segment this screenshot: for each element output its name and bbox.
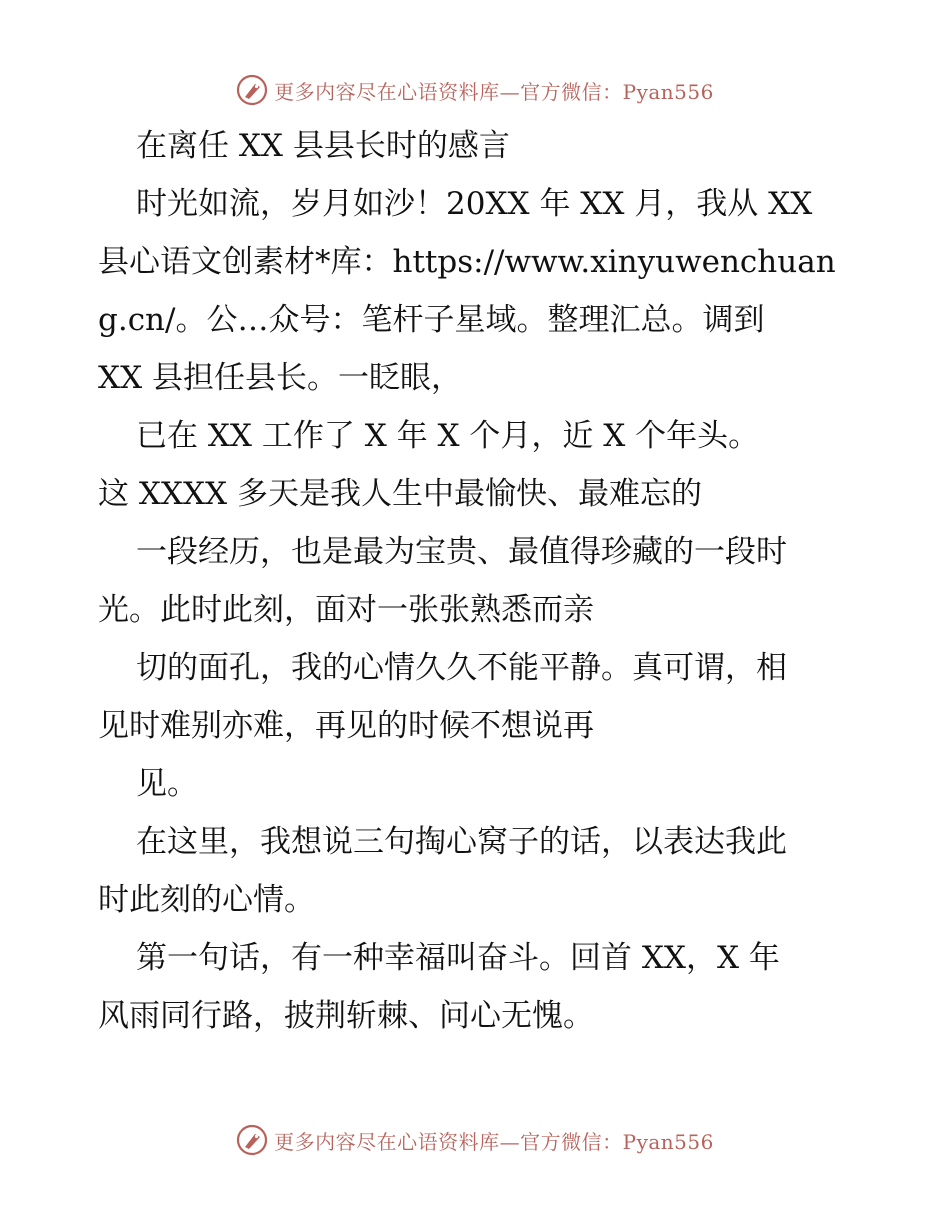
header-banner xyxy=(0,72,950,108)
banner-text: 更多内容尽在心语资料库—官方微信：Pyan556 xyxy=(274,1129,714,1154)
paragraph-line: g.cn/。公…众号：笔杆子星域。整理汇总。调到 xyxy=(98,302,765,338)
paragraph-line: 第一句话，有一种幸福叫奋斗。回首 XX，X 年 xyxy=(136,940,780,976)
paragraph-line: 时光如流，岁月如沙！20XX 年 XX 月，我从 XX xyxy=(136,186,813,222)
document-title: 在离任 XX 县县长时的感言 xyxy=(136,128,510,164)
paragraph-line: 时此刻的心情。 xyxy=(98,882,315,918)
paragraph-line: 见。 xyxy=(136,766,198,802)
paragraph-line: 县心语文创素材*库：https://www.xinyuwenchuan xyxy=(98,244,836,280)
pen-nib-logo-icon xyxy=(236,74,268,106)
paragraph-line: 这 XXXX 多天是我人生中最愉快、最难忘的 xyxy=(98,476,702,512)
footer-banner xyxy=(0,1122,950,1158)
paragraph-line: 风雨同行路，披荆斩棘、问心无愧。 xyxy=(98,998,594,1034)
pen-nib-logo-icon xyxy=(236,1124,268,1156)
paragraph-line: 一段经历，也是最为宝贵、最值得珍藏的一段时 xyxy=(136,534,787,570)
paragraph-line: XX 县担任县长。一眨眼， xyxy=(98,360,462,396)
document-body xyxy=(98,117,858,1045)
paragraph-line: 已在 XX 工作了 X 年 X 个月，近 X 个年头。 xyxy=(136,418,760,454)
banner-text: 更多内容尽在心语资料库—官方微信：Pyan556 xyxy=(274,79,714,104)
paragraph-line: 光。此时此刻，面对一张张熟悉而亲 xyxy=(98,592,594,628)
paragraph-line: 切的面孔，我的心情久久不能平静。真可谓，相 xyxy=(136,650,787,686)
paragraph-line: 见时难别亦难，再见的时候不想说再 xyxy=(98,708,594,744)
paragraph-line: 在这里，我想说三句掏心窝子的话，以表达我此 xyxy=(136,824,787,860)
